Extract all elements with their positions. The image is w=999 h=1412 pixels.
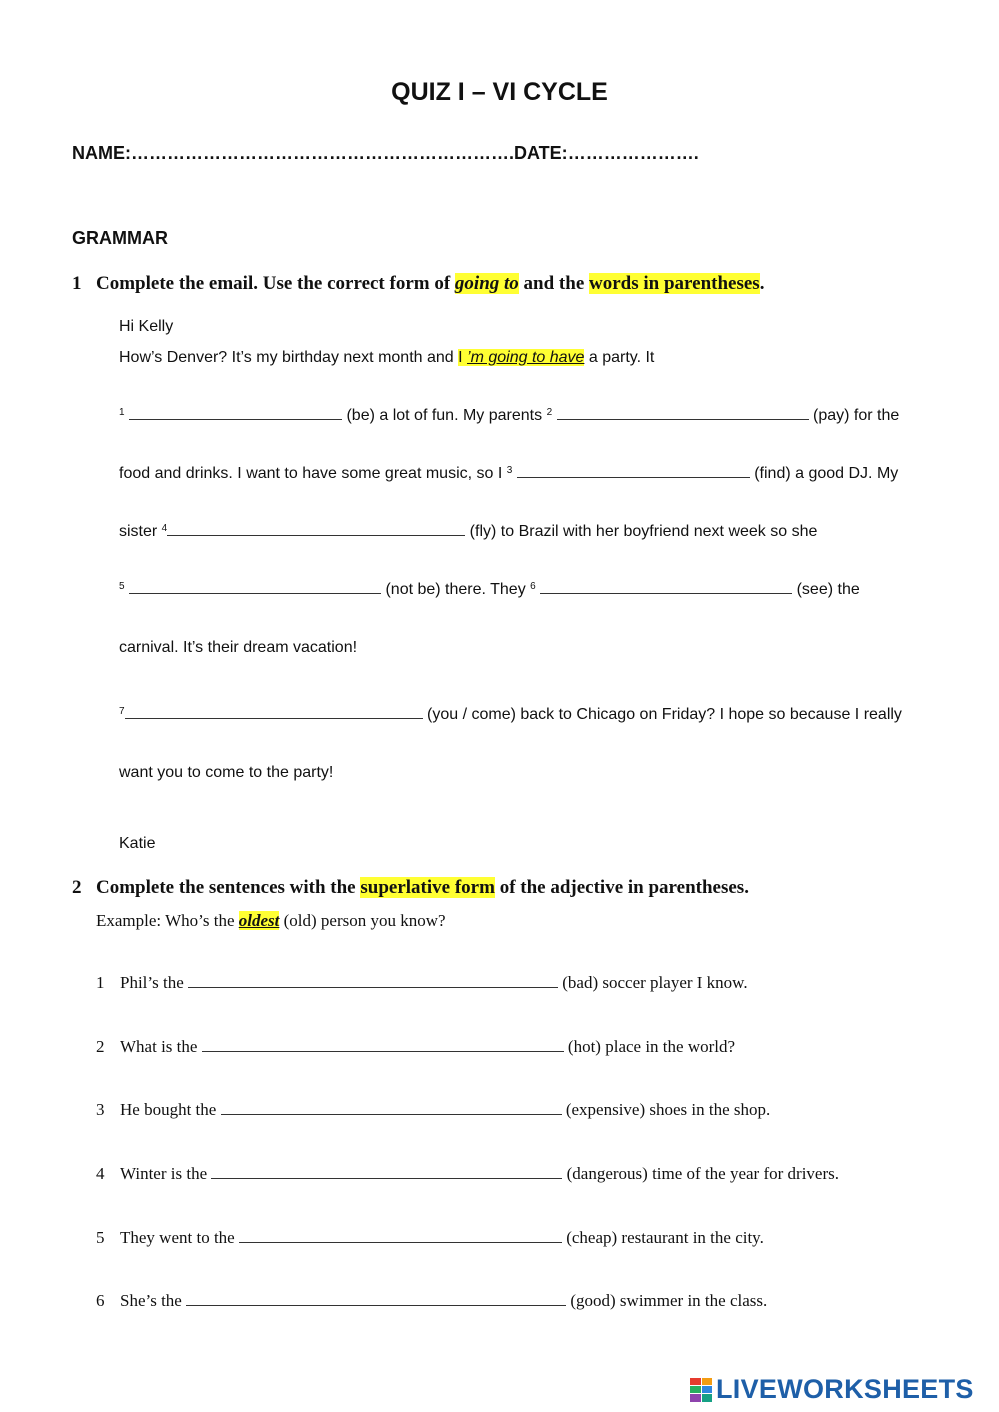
logo-text: LIVEWORKSHEETS bbox=[716, 1374, 974, 1404]
blank-number: 4 bbox=[161, 523, 168, 534]
answer-blank-3[interactable] bbox=[517, 465, 750, 478]
item-number: 4 bbox=[96, 1164, 105, 1183]
date-label: DATE: bbox=[514, 143, 568, 163]
item-text: (good) swimmer in the class. bbox=[566, 1291, 768, 1310]
logo-square bbox=[690, 1378, 701, 1385]
item-text: (expensive) shoes in the shop. bbox=[561, 1100, 771, 1119]
name-label: NAME: bbox=[72, 143, 131, 163]
item-text: Phil’s the bbox=[120, 973, 189, 992]
logo-square bbox=[690, 1394, 701, 1401]
item-text: (bad) soccer player I know. bbox=[558, 973, 748, 992]
date-field[interactable]: …………………. bbox=[567, 143, 699, 163]
list-item bbox=[96, 1164, 839, 1184]
email-text: (be) a lot of fun. My parents bbox=[342, 407, 547, 424]
blank-number: 1 bbox=[119, 407, 125, 418]
question-text: and the bbox=[518, 273, 590, 294]
list-item bbox=[96, 1228, 764, 1248]
list-item bbox=[96, 1037, 735, 1057]
email-text: sister bbox=[119, 523, 162, 540]
section-heading: GRAMMAR bbox=[72, 228, 168, 248]
answer-blank-7[interactable] bbox=[125, 706, 423, 719]
logo-square bbox=[702, 1394, 713, 1401]
logo-square bbox=[690, 1386, 701, 1393]
email-line-5 bbox=[119, 581, 860, 599]
example-text: Example: Who’s the bbox=[96, 911, 239, 930]
example-subject: I bbox=[458, 349, 468, 366]
answer-blank[interactable] bbox=[221, 1102, 562, 1115]
email-text: a party. It bbox=[584, 349, 655, 366]
answer-blank-6[interactable] bbox=[540, 581, 792, 594]
highlight-words-in-parentheses: words in parentheses bbox=[589, 273, 760, 294]
item-text: (dangerous) time of the year for drivers. bbox=[562, 1164, 839, 1183]
email-text: (see) the bbox=[792, 581, 860, 598]
email-line-8: want you to come to the party! bbox=[119, 764, 334, 781]
email-text: (fly) to Brazil with her boyfriend next week so she bbox=[465, 523, 818, 540]
item-number: 3 bbox=[96, 1100, 105, 1119]
item-text: He bought the bbox=[120, 1100, 221, 1119]
blank-number: 5 bbox=[119, 581, 125, 592]
answer-blank[interactable] bbox=[211, 1166, 562, 1179]
answer-blank[interactable] bbox=[202, 1039, 564, 1052]
example-sentence bbox=[96, 911, 446, 931]
email-text: (pay) for the bbox=[808, 407, 900, 424]
item-text: Winter is the bbox=[120, 1164, 212, 1183]
example-text: (old) person you know? bbox=[279, 911, 446, 930]
email-text: food and drinks. I want to have some great music, so I bbox=[119, 465, 507, 482]
item-text: (hot) place in the world? bbox=[563, 1037, 736, 1056]
question-text: . bbox=[759, 273, 765, 294]
email-line-3 bbox=[119, 465, 898, 483]
question-2-heading bbox=[72, 877, 749, 899]
logo-square bbox=[702, 1378, 713, 1385]
item-number: 1 bbox=[96, 973, 105, 992]
blank-number: 7 bbox=[119, 706, 125, 717]
email-line-1 bbox=[119, 349, 654, 367]
item-text: (cheap) restaurant in the city. bbox=[561, 1228, 764, 1247]
email-text: (you / come) back to Chicago on Friday? I hope so because I really bbox=[422, 706, 902, 723]
answer-blank[interactable] bbox=[239, 1230, 562, 1243]
page-title: QUIZ I – VI CYCLE bbox=[391, 78, 608, 106]
example-answer: ’m going to have bbox=[467, 349, 585, 366]
email-line-7 bbox=[119, 706, 902, 724]
example-answer: oldest bbox=[238, 911, 280, 930]
list-item bbox=[96, 1291, 767, 1311]
list-item bbox=[96, 1100, 770, 1120]
answer-blank[interactable] bbox=[188, 975, 558, 988]
list-item bbox=[96, 973, 748, 993]
item-text: They went to the bbox=[120, 1228, 239, 1247]
question-1-heading bbox=[72, 273, 764, 295]
highlight-superlative-form: superlative form bbox=[360, 877, 495, 898]
item-number: 6 bbox=[96, 1291, 105, 1310]
name-field[interactable]: ………………………………………………………. bbox=[131, 143, 515, 163]
blank-number: 6 bbox=[530, 581, 536, 592]
answer-blank-2[interactable] bbox=[557, 407, 809, 420]
blank-number: 2 bbox=[546, 407, 553, 418]
question-number: 2 bbox=[72, 877, 82, 898]
item-number: 5 bbox=[96, 1228, 105, 1247]
highlight-going-to: going to bbox=[454, 273, 519, 294]
answer-blank[interactable] bbox=[186, 1293, 566, 1306]
email-line-2 bbox=[119, 407, 899, 425]
answer-blank-4[interactable] bbox=[167, 523, 465, 536]
email-greeting: Hi Kelly bbox=[119, 318, 174, 335]
item-number: 2 bbox=[96, 1037, 105, 1056]
logo-square bbox=[702, 1386, 713, 1393]
question-text: of the adjective in parentheses. bbox=[494, 877, 749, 898]
email-text: (not be) there. They bbox=[381, 581, 531, 598]
answer-blank-1[interactable] bbox=[129, 407, 342, 420]
email-text: How’s Denver? It’s my birthday next month and bbox=[119, 349, 459, 366]
item-text: What is the bbox=[120, 1037, 202, 1056]
blank-number: 3 bbox=[506, 465, 513, 476]
email-text: (find) a good DJ. My bbox=[749, 465, 899, 482]
logo-icon bbox=[690, 1378, 712, 1402]
name-date-line bbox=[72, 143, 699, 164]
answer-blank-5[interactable] bbox=[129, 581, 381, 594]
liveworksheets-logo bbox=[690, 1374, 974, 1405]
question-number: 1 bbox=[72, 273, 82, 294]
email-line-6: carnival. It’s their dream vacation! bbox=[119, 639, 358, 656]
question-text: Complete the email. Use the correct form of bbox=[96, 273, 455, 294]
email-signoff: Katie bbox=[119, 835, 156, 852]
email-line-4 bbox=[119, 523, 817, 541]
question-text: Complete the sentences with the bbox=[96, 877, 361, 898]
item-text: She’s the bbox=[120, 1291, 187, 1310]
